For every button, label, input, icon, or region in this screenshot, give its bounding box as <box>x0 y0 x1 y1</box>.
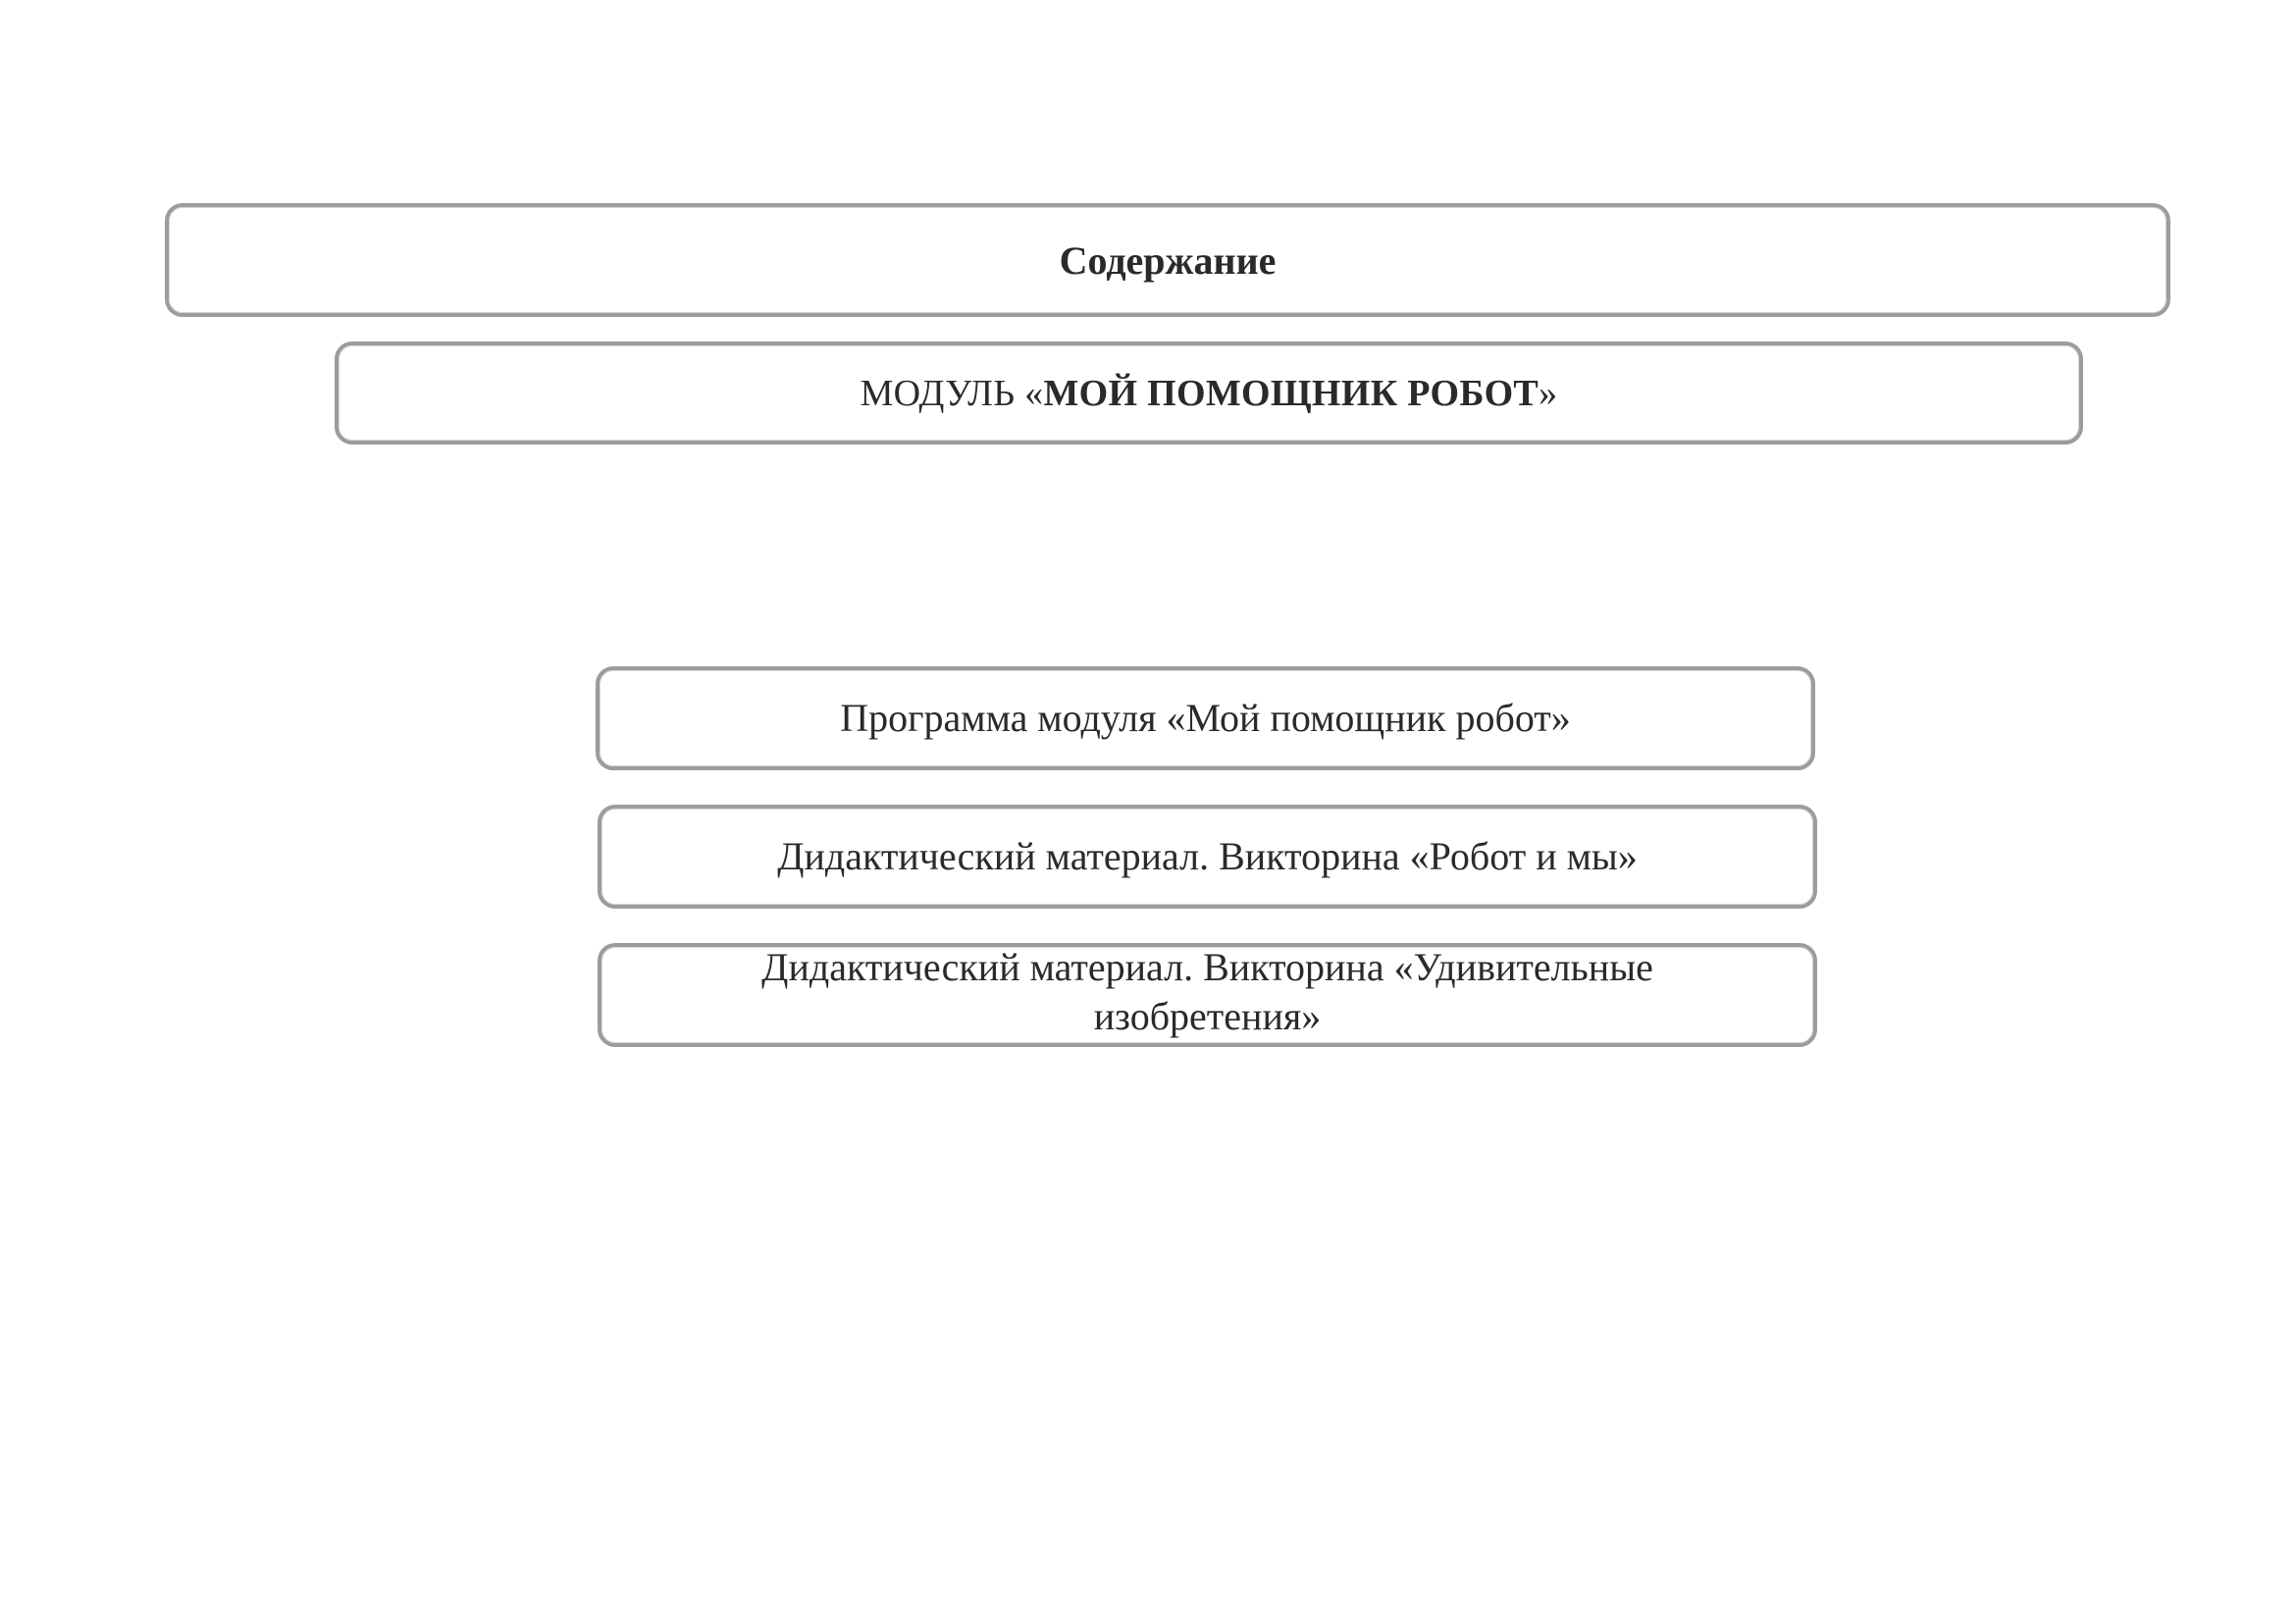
contents-item-label <box>742 943 1673 1041</box>
module-header <box>861 372 1558 415</box>
contents-item-quiz-inventions[interactable] <box>598 943 1817 1047</box>
contents-item-label-line2: изобретения» <box>1093 994 1322 1038</box>
contents-item-program[interactable] <box>596 666 1815 770</box>
contents-title: Содержание <box>1059 237 1277 283</box>
module-header-box <box>335 341 2083 445</box>
contents-title-box <box>165 203 2170 317</box>
contents-item-label: Дидактический материал. Викторина «Робот и мы» <box>777 834 1638 878</box>
contents-item-label-line1: Дидактический материал. Викторина «Удивительные <box>761 945 1653 989</box>
module-prefix: МОДУЛЬ « <box>860 372 1044 414</box>
contents-item-quiz-robot[interactable] <box>598 805 1817 909</box>
module-name: МОЙ ПОМОЩНИК РОБОТ <box>1043 372 1539 414</box>
module-suffix: » <box>1539 372 1558 414</box>
contents-item-label: Программа модуля «Мой помощник робот» <box>840 696 1571 740</box>
